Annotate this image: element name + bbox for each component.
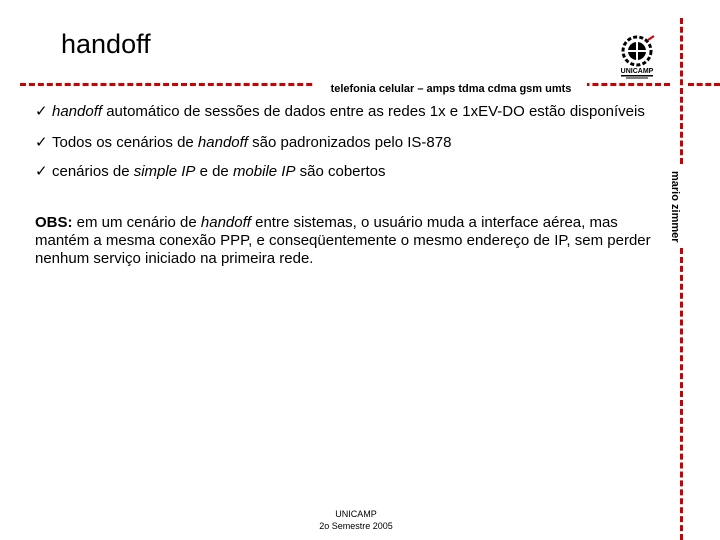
note-text: entre sistemas, o usuário muda a interface aérea, mas mantém a mesma conexão PPP, e conseqüentemente o mesmo endereço de IP, sem perder nenhum serviço iniciado na primeira rede. [35,214,651,267]
bullet-text: são cobertos [295,163,386,180]
footer-semester: 2o Semestre 2005 [319,521,393,531]
logo-text: UNICAMP [620,68,654,75]
slide-footer [300,508,412,532]
bullet-text: cenários de [52,163,134,180]
bullet-text-italic: handoff [197,134,248,151]
bullet-text-italic: simple IP [133,163,196,180]
vertical-divider-top [680,18,683,164]
unicamp-logo-icon [618,34,664,80]
bullet-item [35,103,655,121]
check-mark-icon: ✓ [35,103,48,120]
note-text: em um cenário de [72,214,201,231]
bullet-text: são padronizados pelo IS-878 [247,134,452,151]
note-text-italic: handoff [200,214,251,231]
check-mark-icon: ✓ [35,163,48,180]
horizontal-divider-tail [688,83,720,86]
slide-content [35,103,655,268]
bullet-text-italic: handoff [52,103,103,120]
slide-subtitle: telefonia celular – amps tdma cdma gsm umts [315,82,587,96]
note-label: OBS: [35,214,73,231]
slide-title: handoff [61,29,151,59]
author-label: mario zimmer [668,168,682,246]
bullet-item [35,134,655,152]
bullet-text: e de [195,163,233,180]
bullet-text: automático de sessões de dados entre as redes 1x e 1xEV-DO estão disponíveis [102,103,645,120]
bullet-text-italic: mobile IP [232,163,296,180]
bullet-text: Todos os cenários de [52,134,198,151]
note-paragraph [35,214,655,268]
bullet-item [35,163,655,181]
check-mark-icon: ✓ [35,134,48,151]
vertical-divider-bottom [680,248,683,540]
footer-institution: UNICAMP [335,509,377,519]
